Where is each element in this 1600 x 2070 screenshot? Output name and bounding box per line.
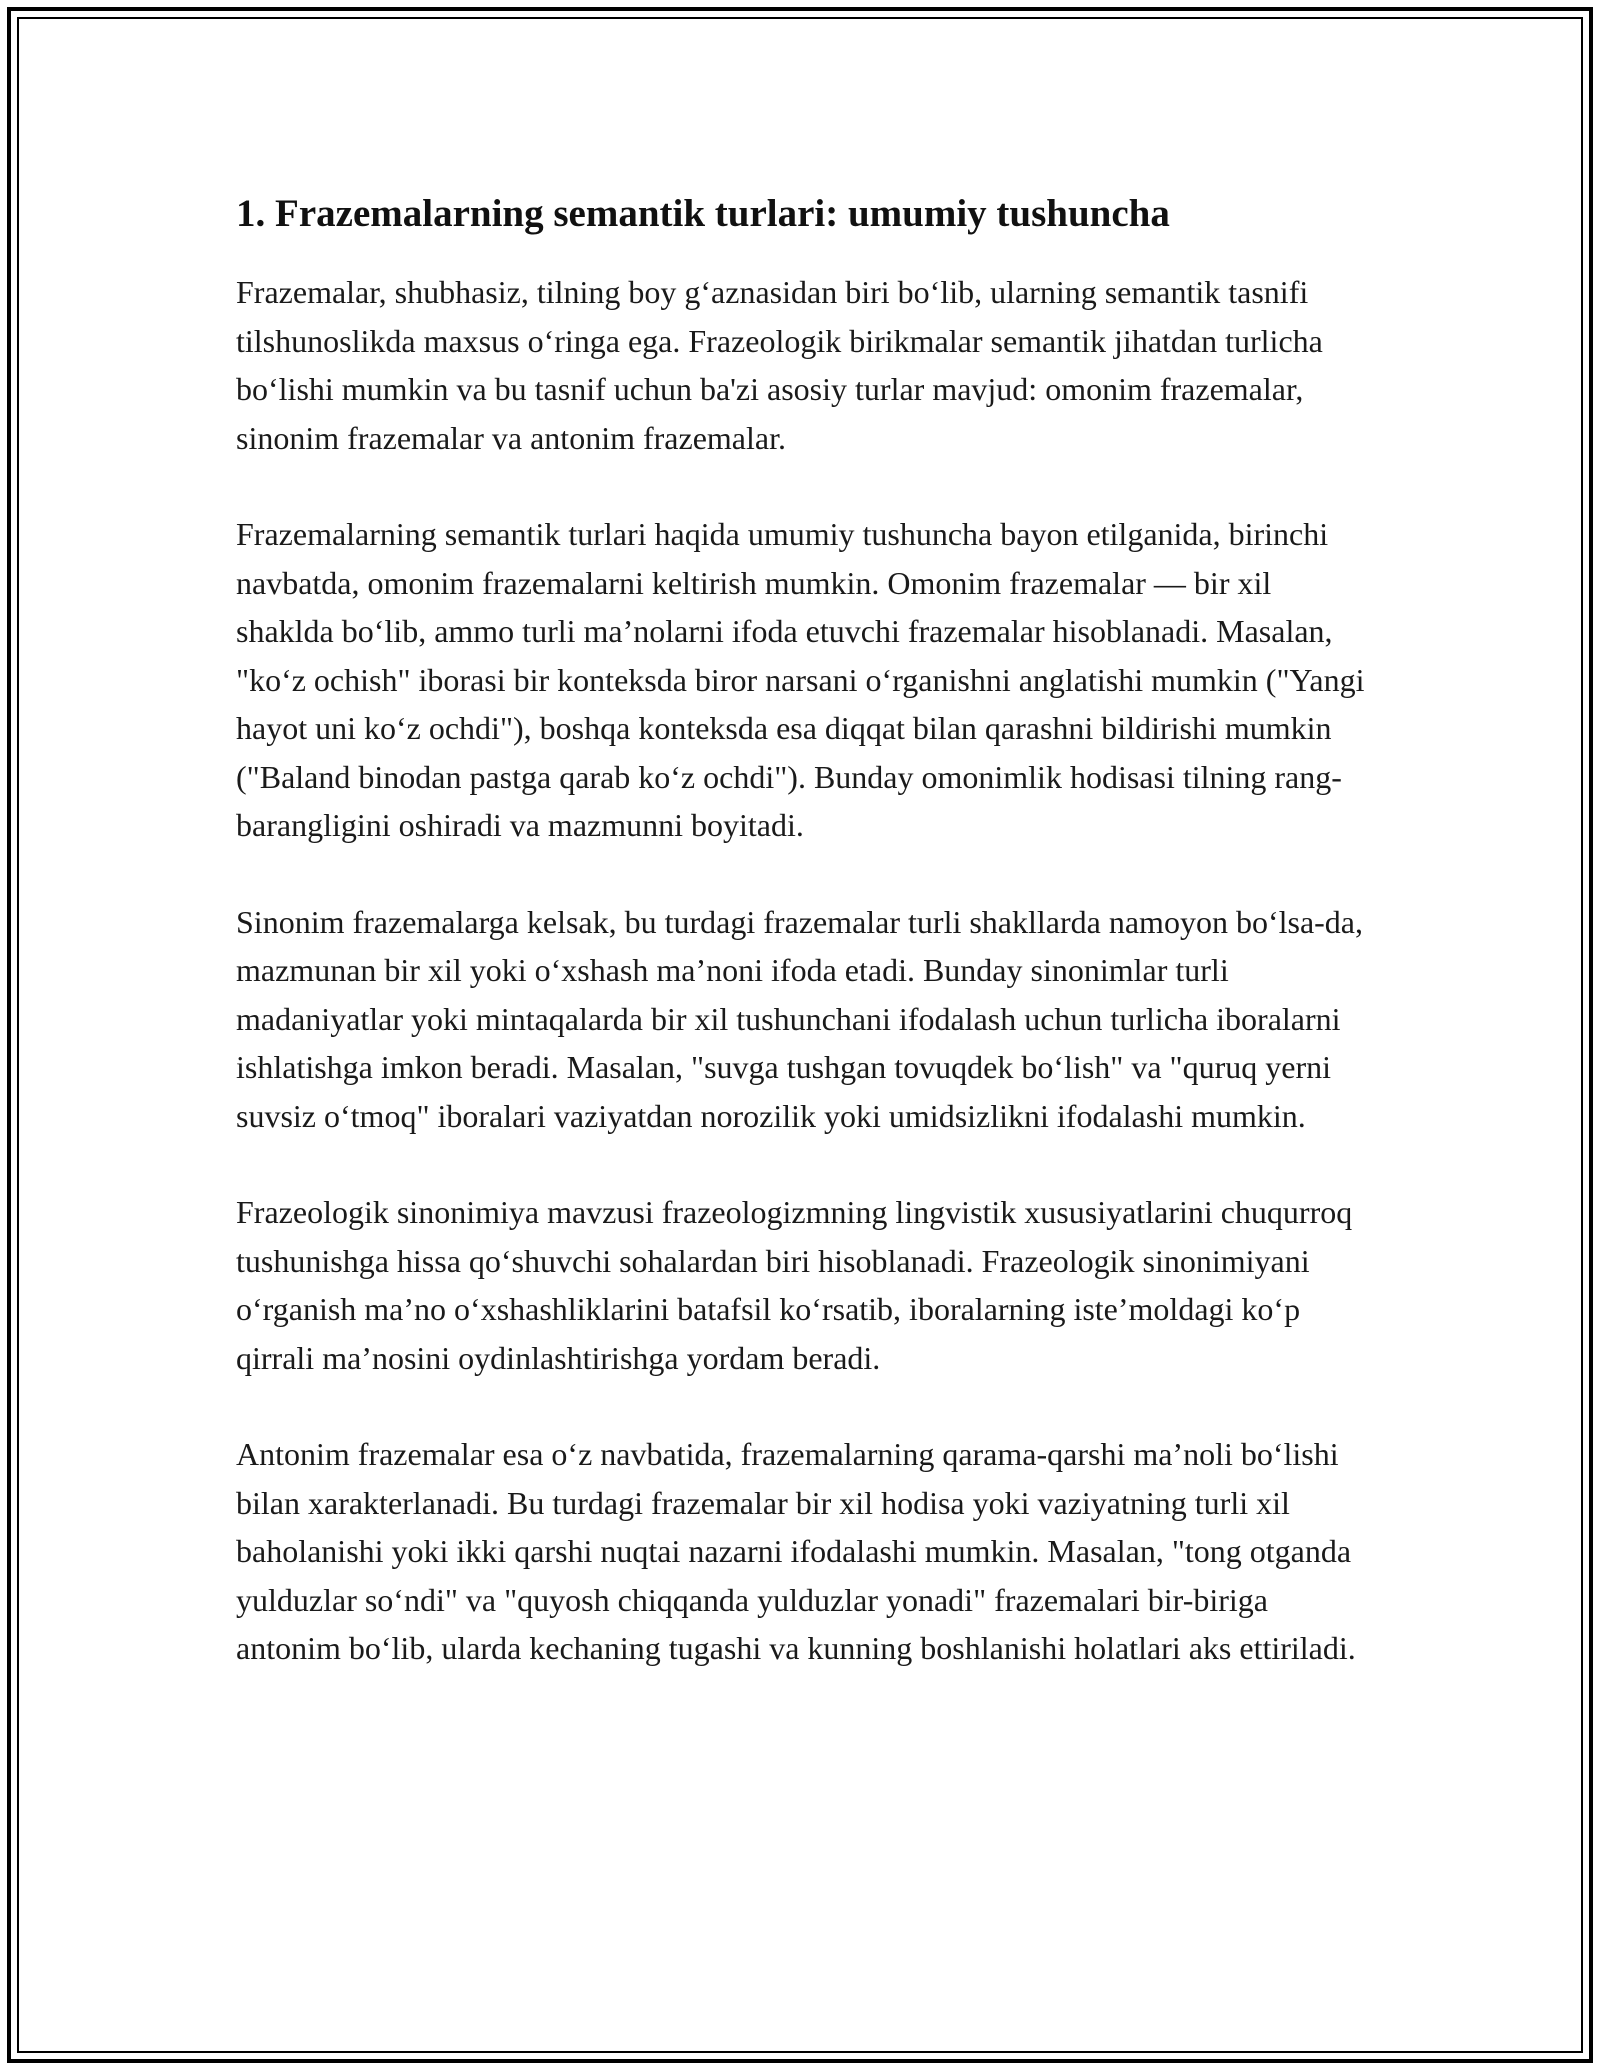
paragraph-intro: Frazemalar, shubhasiz, tilning boy g‘aznasidan biri bo‘lib, ularning semantik tasnifi tilshunoslikda maxsus o‘ringa ega. Frazeologik birikmalar semantik jihatdan turlicha bo‘lishi mumkin va bu tasnif uchun ba'zi asosiy turlar mavjud: omonim frazemalar, sinonim frazemalar va antonim frazemalar. <box>236 274 1323 456</box>
paragraph-homonym: Frazemalarning semantik turlari haqida umumiy tushuncha bayon etilganida, birinchi navbatda, omonim frazemalarni keltirish mumkin. Omonim frazemalar — bir xil shaklda bo‘lib, ammo turli ma’nolarni ifoda etuvchi frazemalar hisoblanadi. Masalan, "ko‘z ochish" iborasi bir konteksda biror narsani o‘rganishni anglatishi mumkin ("Yangi hayot uni ko‘z ochdi"), boshqa konteksda esa diqqat bilan qarashni bildirishi mumkin ("Baland binodan pastga qarab ko‘z ochdi"). Bunday omonimlik hodisasi tilning rang-barangligini oshiradi va mazmunni boyitadi. <box>236 516 1365 843</box>
section-heading: 1. Frazemalarning semantik turlari: umumiy tushuncha <box>236 192 1170 235</box>
paragraph-synonym: Sinonim frazemalarga kelsak, bu turdagi frazemalar turli shakllarda namoyon bo‘lsa-da, mazmunan bir xil yoki o‘xshash ma’noni ifoda etadi. Bunday sinonimlar turli madaniyatlar yoki mintaqalarda bir xil tushunchani ifodalash uchun turlicha iboralarni ishlatishga imkon beradi. Masalan, "suvga tushgan tovuqdek bo‘lish" va "quruq yerni suvsiz o‘tmoq" iboralari vaziyatdan norozilik yoki umidsizlikni ifodalashi mumkin. <box>236 903 1363 1134</box>
paragraph-synonymy-study: Frazeologik sinonimiya mavzusi frazeologizmning lingvistik xususiyatlarini chuqurroq tushunishga hissa qo‘shuvchi sohalardan biri hisoblanadi. Frazeologik sinonimiyani o‘rganish ma’no o‘xshashliklarini batafsil ko‘rsatib, iboralarning iste’moldagi ko‘p qirrali ma’nosini oydinlashtirishga yordam beradi. <box>236 1194 1353 1376</box>
paragraph-antonym: Antonim frazemalar esa o‘z navbatida, frazemalarning qarama-qarshi ma’noli bo‘lishi bilan xarakterlanadi. Bu turdagi frazemalar bir xil hodisa yoki vaziyatning turli xil baholanishi yoki ikki qarshi nuqtai nazarni ifodalashi mumkin. Masalan, "tong otganda yulduzlar so‘ndi" va "quyosh chiqqanda yulduzlar yonadi" frazemalari bir-biriga antonim bo‘lib, ularda kechaning tugashi va kunning boshlanishi holatlari aks ettiriladi. <box>236 1436 1356 1666</box>
document-body <box>236 190 1376 1721</box>
